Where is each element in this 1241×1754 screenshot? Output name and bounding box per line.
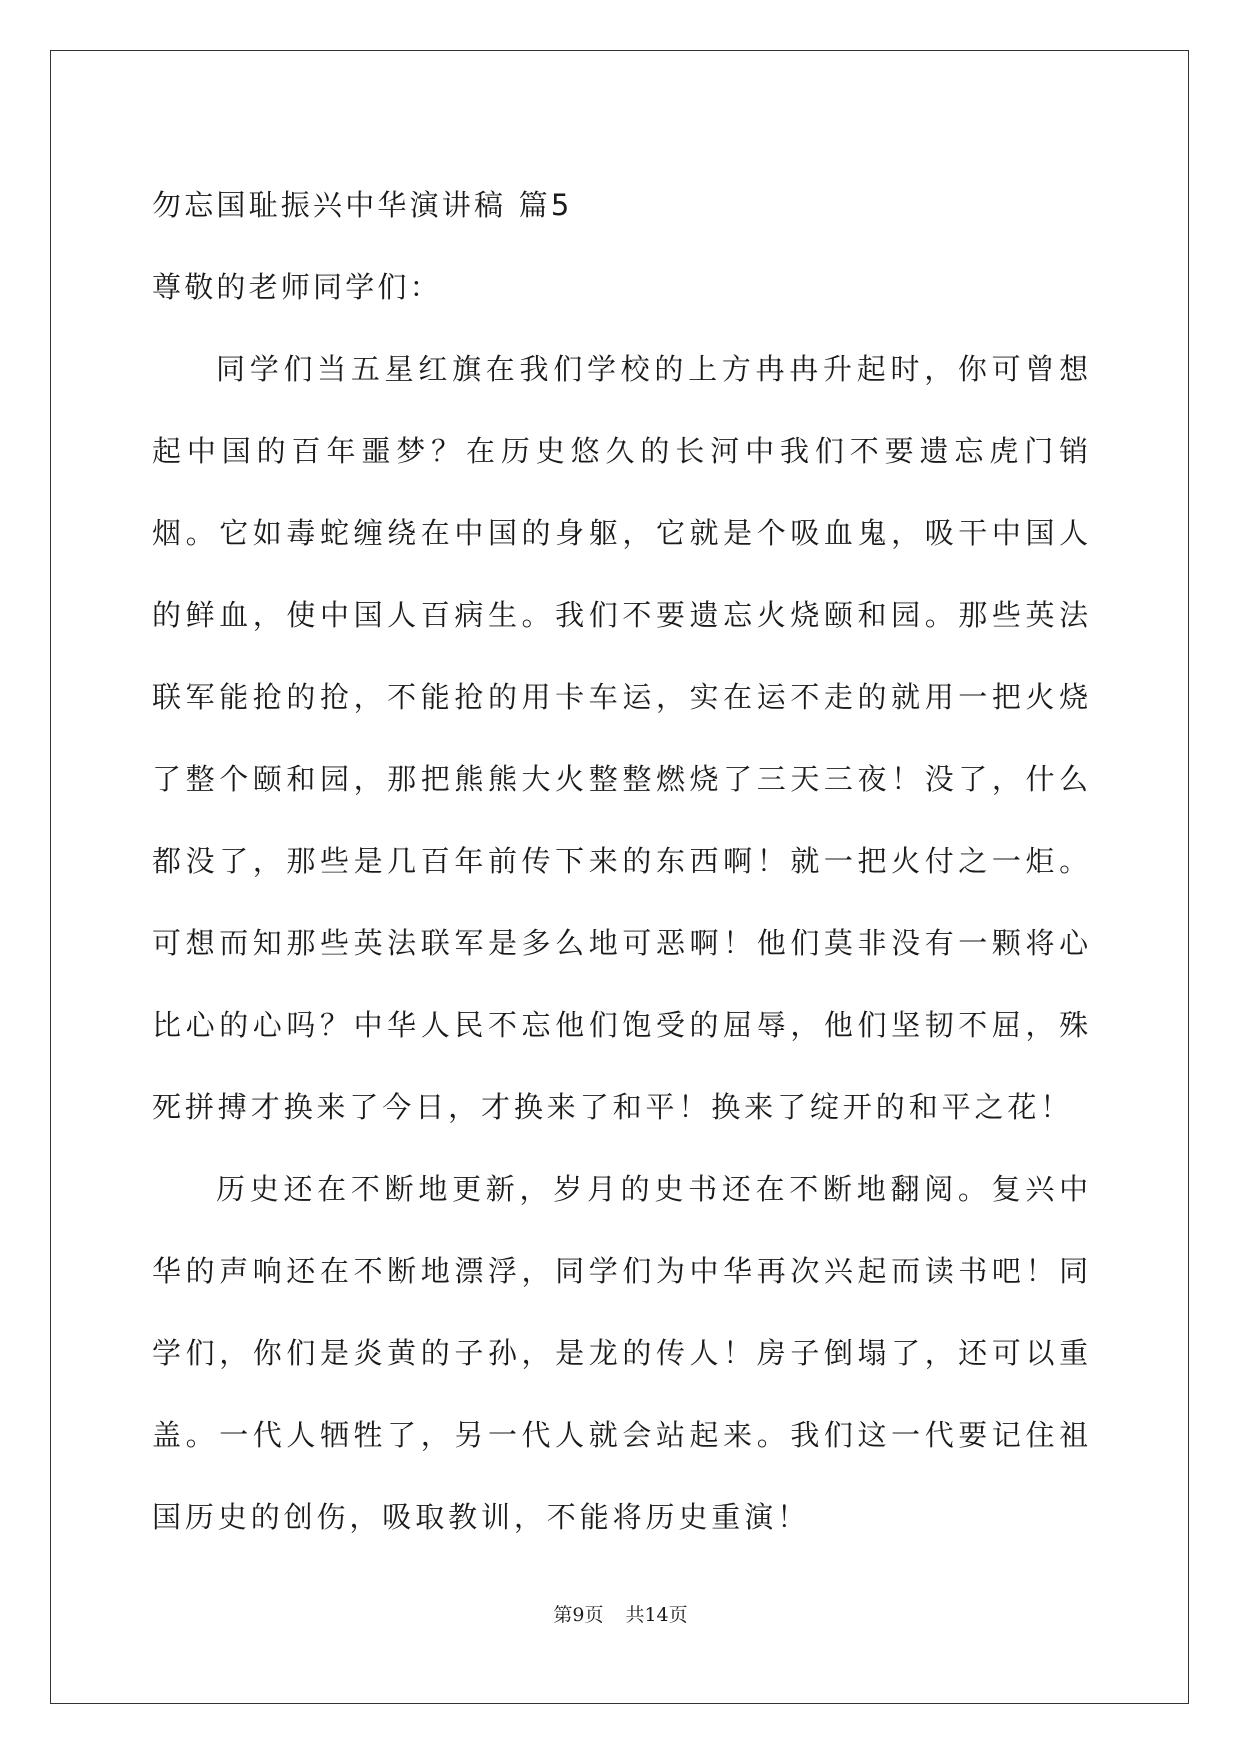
page-footer <box>0 1600 1241 1627</box>
paragraph-2: 历史还在不断地更新，岁月的史书还在不断地翻阅。复兴中华的声响还在不断地漂浮，同学们为中华再次兴起而读书吧！同学们，你们是炎黄的子孙，是龙的传人！房子倒塌了，还可以重盖。一代人牺牲了，另一代人就会站起来。我们这一代要记住祖国历史的创伤，吸取教训，不能将历史重演！ <box>152 1172 1092 1534</box>
paragraph-1: 同学们当五星红旗在我们学校的上方冉冉升起时，你可曾想起中国的百年噩梦？在历史悠久的长河中我们不要遗忘虎门销烟。它如毒蛇缠绕在中国的身躯，它就是个吸血鬼，吸干中国人的鲜血，使中国人百病生。我们不要遗忘火烧颐和园。那些英法联军能抢的抢，不能抢的用卡车运，实在运不走的就用一把火烧了整个颐和园，那把熊熊大火整整燃烧了三天三夜！没了，什么都没了，那些是几百年前传下来的东西啊！就一把火付之一炬。可想而知那些英法联军是多么地可恶啊！他们莫非没有一颗将心比心的心吗？中华人民不忘他们饱受的屈辱，他们坚韧不屈，殊死拼搏才换来了今日，才换来了和平！换来了绽开的和平之花！ <box>152 352 1092 1124</box>
document-title: 勿忘国耻振兴中华演讲稿 篇5 <box>152 188 573 222</box>
salutation: 尊敬的老师同学们： <box>152 270 442 304</box>
page-total: 共14页 <box>625 1604 688 1626</box>
page-number: 第9页 <box>553 1604 604 1626</box>
document-body <box>152 164 1092 1558</box>
